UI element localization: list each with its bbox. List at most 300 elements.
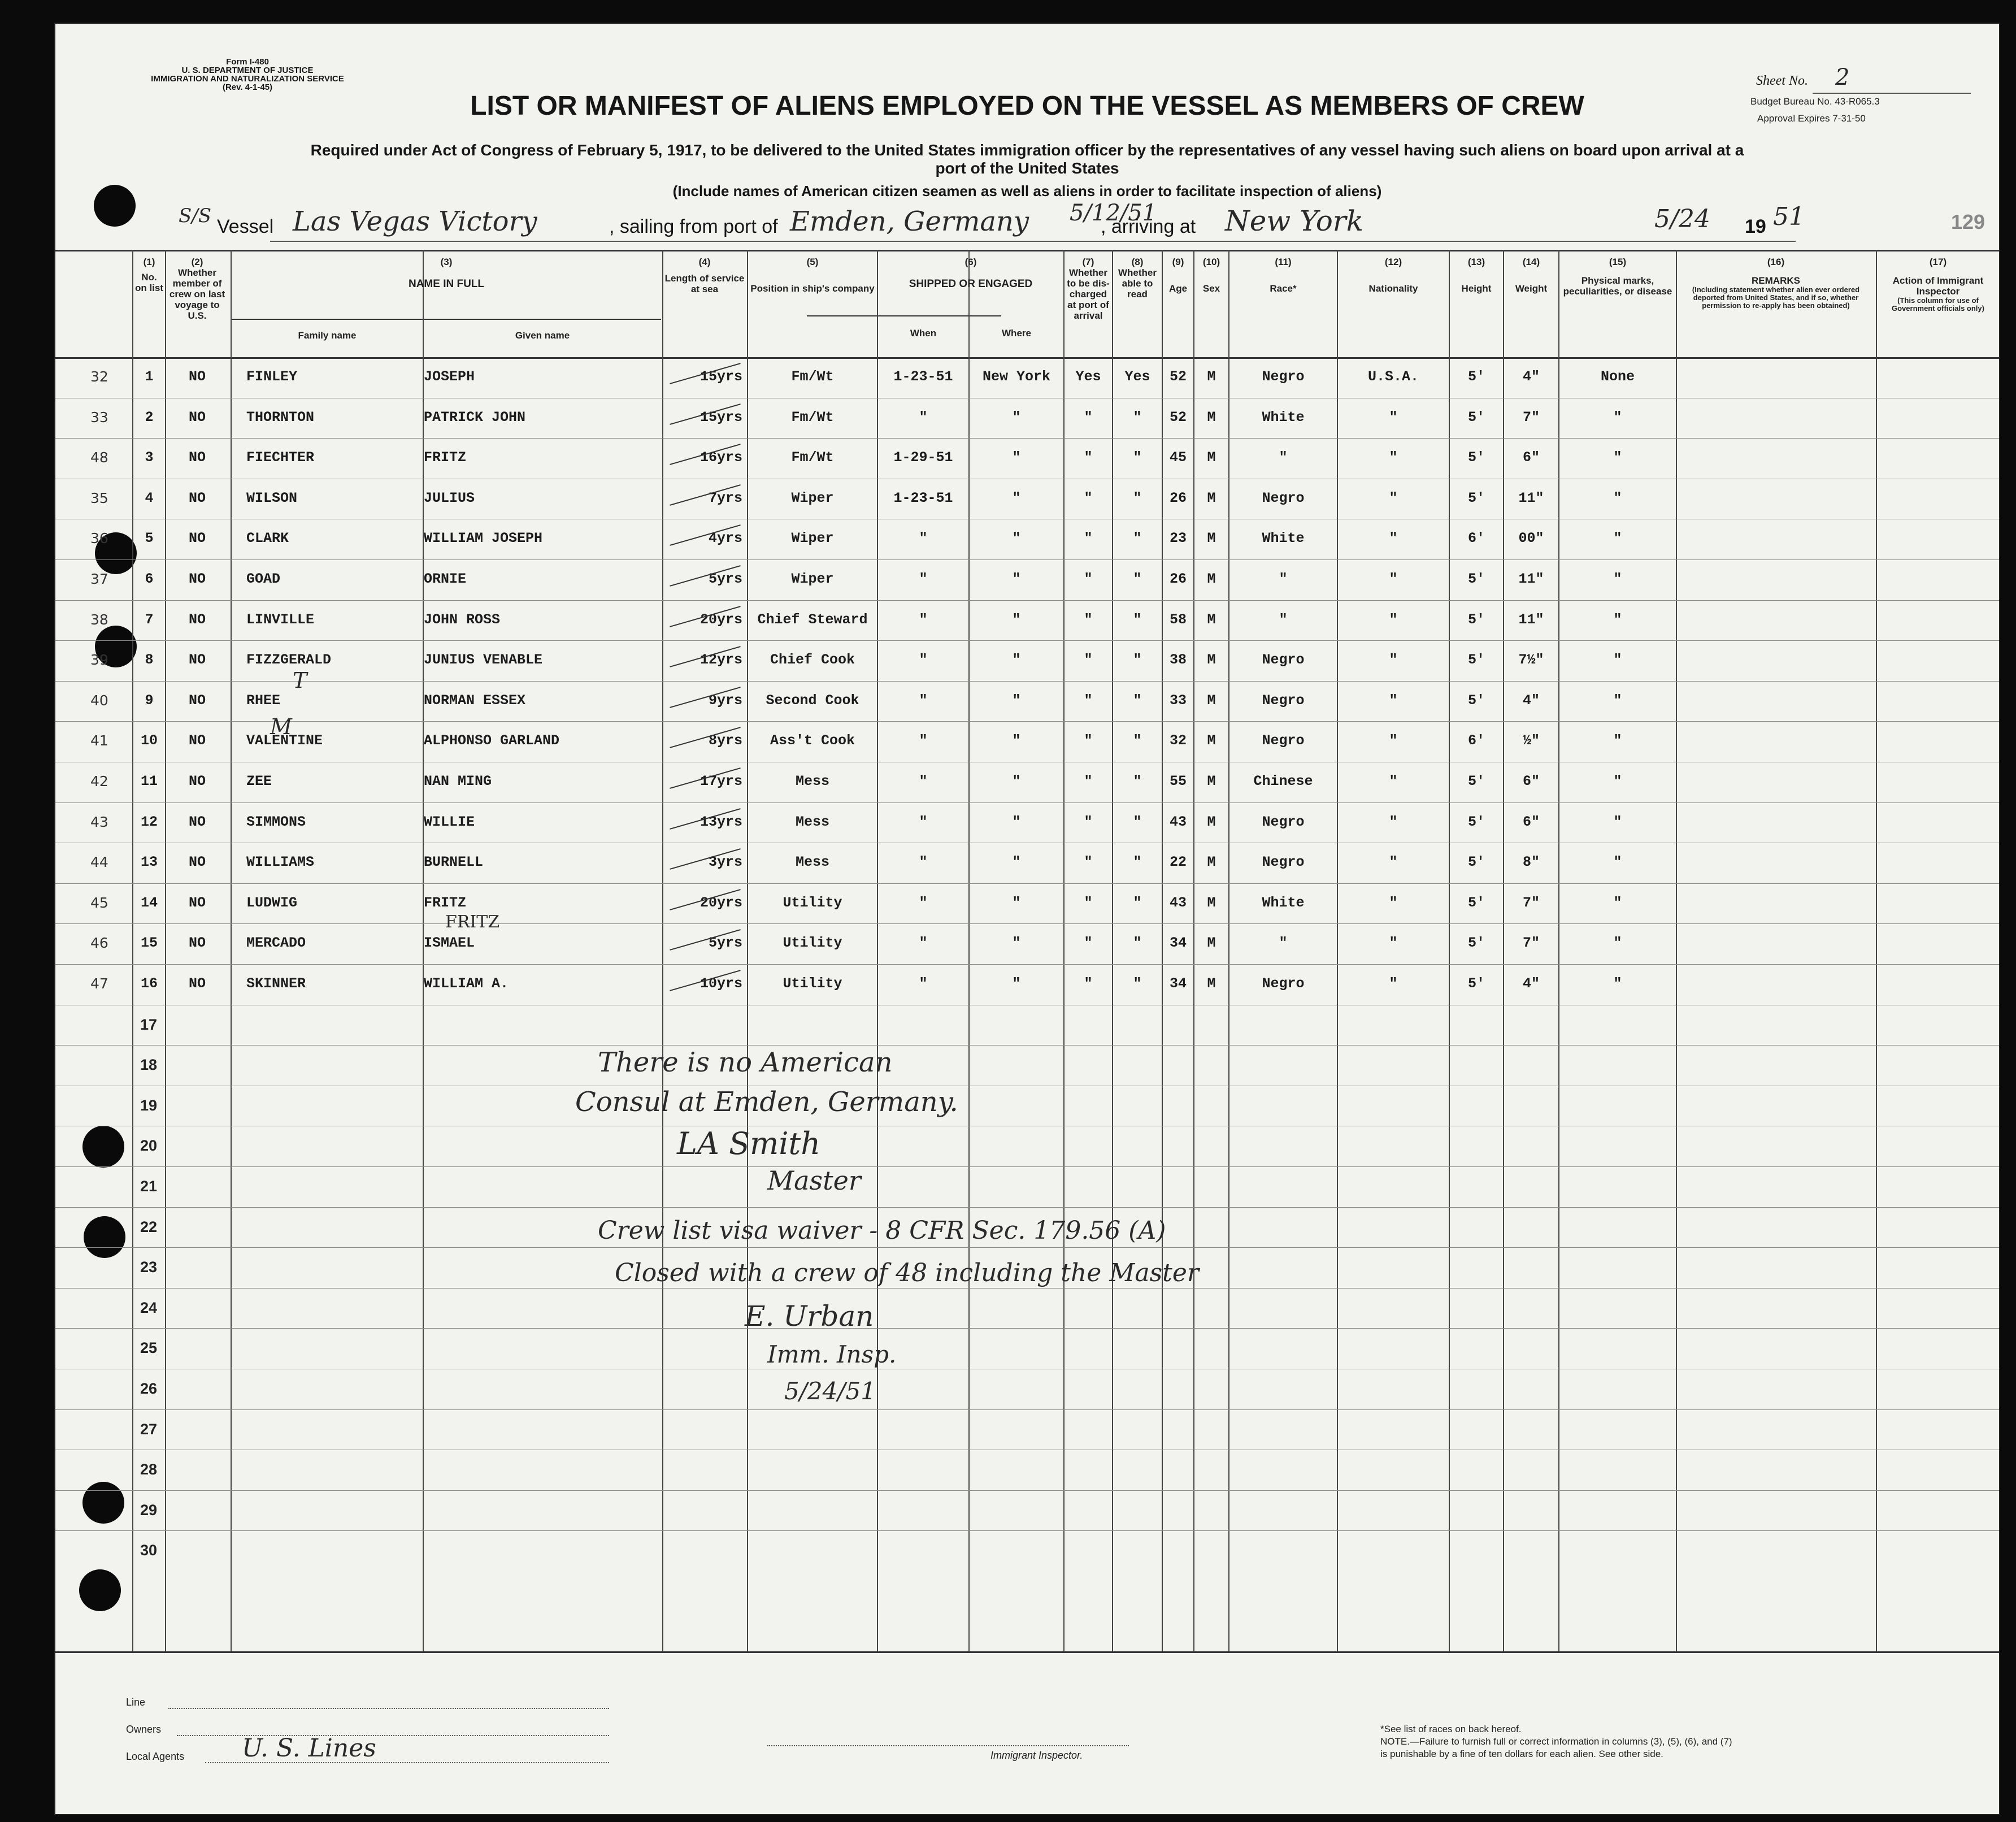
cell-no: 3 bbox=[145, 449, 154, 466]
cell-read: " bbox=[1133, 530, 1142, 547]
cell-age: 34 bbox=[1169, 935, 1187, 952]
cell-position: Fm/Wt bbox=[791, 368, 834, 385]
sheet-label: Sheet No. bbox=[1756, 73, 1808, 88]
cell-marks: " bbox=[1613, 449, 1622, 466]
cell-weight: 4" bbox=[1522, 368, 1540, 385]
cell-when: " bbox=[919, 773, 928, 789]
form-identifier bbox=[134, 58, 360, 92]
col-given-name-header: Given name bbox=[515, 330, 570, 341]
cell-no: 9 bbox=[145, 692, 154, 709]
page-title: LIST OR MANIFEST OF ALIENS EMPLOYED ON THE VESSEL AS MEMBERS OF CREW bbox=[470, 91, 1584, 121]
cell-sex: M bbox=[1207, 652, 1216, 669]
cell-where: " bbox=[1012, 530, 1021, 547]
cell-race: Negro bbox=[1262, 975, 1305, 992]
cell-where: " bbox=[1012, 449, 1021, 466]
cell-age: 43 bbox=[1169, 813, 1187, 830]
cell-no: 2 bbox=[145, 409, 154, 426]
cell-last: NO bbox=[188, 894, 206, 911]
sheet-number: 2 bbox=[1835, 64, 1850, 90]
cell-last: NO bbox=[188, 449, 206, 466]
cell-last: NO bbox=[188, 813, 206, 830]
row-rule bbox=[55, 1490, 1999, 1491]
cell-read: Yes bbox=[1124, 368, 1150, 385]
cell-when: " bbox=[919, 409, 928, 426]
cell-family: LUDWIG bbox=[246, 894, 298, 911]
cell-last: NO bbox=[188, 571, 206, 587]
cell-nationality: " bbox=[1389, 652, 1398, 669]
cell-read: " bbox=[1133, 894, 1142, 911]
cell-where: " bbox=[1012, 773, 1021, 789]
col-position-header: (5) Position in ship's company bbox=[750, 257, 875, 294]
cell-position: Chief Cook bbox=[770, 652, 855, 669]
cell-height: 5' bbox=[1467, 975, 1485, 992]
cell-nationality: " bbox=[1389, 449, 1398, 466]
cell-discharged: " bbox=[1084, 773, 1093, 789]
cell-service: 9yrs bbox=[708, 692, 742, 709]
col-name-header: (3) NAME IN FULL bbox=[408, 257, 485, 290]
empty-row-number: 24 bbox=[140, 1299, 158, 1316]
cell-discharged: " bbox=[1084, 854, 1093, 871]
form-service: IMMIGRATION AND NATURALIZATION SERVICE bbox=[151, 74, 344, 84]
cell-given: JULIUS bbox=[424, 489, 475, 506]
cell-last: NO bbox=[188, 935, 206, 952]
cell-age: 26 bbox=[1169, 489, 1187, 506]
cell-nationality: " bbox=[1389, 773, 1398, 789]
cell-family: CLARK bbox=[246, 530, 289, 547]
row-rule bbox=[55, 559, 1999, 560]
cell-position: Wiper bbox=[791, 530, 834, 547]
margin-number: 42 bbox=[90, 773, 108, 789]
cell-weight: ½" bbox=[1522, 732, 1540, 749]
cell-position: Mess bbox=[795, 773, 829, 789]
row-rule bbox=[55, 721, 1999, 722]
empty-row-number: 21 bbox=[140, 1178, 158, 1195]
sailing-port: Emden, Germany bbox=[790, 206, 1029, 237]
cell-marks: " bbox=[1613, 571, 1622, 587]
cell-read: " bbox=[1133, 975, 1142, 992]
cell-position: Second Cook bbox=[766, 692, 859, 709]
cell-age: 26 bbox=[1169, 571, 1187, 587]
row-rule bbox=[55, 883, 1999, 884]
cell-where: " bbox=[1012, 935, 1021, 952]
cell-service: 17yrs bbox=[699, 773, 742, 789]
cell-when: " bbox=[919, 611, 928, 628]
cell-last: NO bbox=[188, 732, 206, 749]
cell-age: 58 bbox=[1169, 611, 1187, 628]
cell-given: JOSEPH bbox=[424, 368, 475, 385]
cell-weight: 11" bbox=[1518, 611, 1544, 628]
cell-family: FINLEY bbox=[246, 368, 298, 385]
cell-marks: " bbox=[1613, 975, 1622, 992]
cell-race: White bbox=[1262, 894, 1305, 911]
cell-weight: 6" bbox=[1522, 813, 1540, 830]
cell-height: 6' bbox=[1467, 732, 1485, 749]
cell-when: " bbox=[919, 530, 928, 547]
col-weight-header: (14) Weight bbox=[1515, 257, 1548, 294]
cell-discharged: " bbox=[1084, 611, 1093, 628]
row-rule bbox=[55, 681, 1999, 682]
table-bottom-border bbox=[55, 1651, 1999, 1653]
cell-when: " bbox=[919, 571, 928, 587]
inspector-signature: E. Urban bbox=[745, 1300, 874, 1333]
cell-sex: M bbox=[1207, 530, 1216, 547]
cell-age: 52 bbox=[1169, 409, 1187, 426]
cell-age: 55 bbox=[1169, 773, 1187, 789]
cell-marks: " bbox=[1613, 773, 1622, 789]
cell-where: " bbox=[1012, 409, 1021, 426]
cell-height: 5' bbox=[1467, 854, 1485, 871]
shipped-subheader-line bbox=[807, 315, 1001, 316]
inspector-signature-field bbox=[767, 1745, 1129, 1746]
empty-row-number: 26 bbox=[140, 1380, 158, 1397]
cell-position: Mess bbox=[795, 813, 829, 830]
cell-nationality: " bbox=[1389, 732, 1398, 749]
row-rule bbox=[55, 1288, 1999, 1289]
cell-race: Negro bbox=[1262, 652, 1305, 669]
col-discharged-header: (7) Whether to be dis-charged at port of arrival bbox=[1067, 257, 1110, 321]
cell-read: " bbox=[1133, 773, 1142, 789]
local-agents-field bbox=[205, 1762, 609, 1763]
cell-nationality: " bbox=[1389, 975, 1398, 992]
cell-given: ISMAEL bbox=[424, 935, 475, 952]
cell-where: " bbox=[1012, 489, 1021, 506]
manifest-sheet bbox=[55, 24, 1999, 1814]
sailing-date: 5/12/51 bbox=[1070, 200, 1157, 226]
cell-marks: " bbox=[1613, 732, 1622, 749]
cell-marks: " bbox=[1613, 894, 1622, 911]
col-race-header: (11) Race* bbox=[1270, 257, 1297, 294]
cell-family: ZEE bbox=[246, 773, 272, 789]
cell-nationality: " bbox=[1389, 854, 1398, 871]
cell-last: NO bbox=[188, 975, 206, 992]
cell-sex: M bbox=[1207, 854, 1216, 871]
cell-service: 4yrs bbox=[708, 530, 742, 547]
cell-family: SKINNER bbox=[246, 975, 306, 992]
penalty-note-1: NOTE.—Failure to furnish full or correct information in columns (3), (5), (6), and (7) bbox=[1380, 1736, 1732, 1747]
cell-race: " bbox=[1279, 935, 1288, 952]
column-rule bbox=[1876, 250, 1877, 1651]
cell-when: 1-23-51 bbox=[893, 368, 953, 385]
empty-row-number: 25 bbox=[140, 1339, 158, 1357]
cell-weight: 8" bbox=[1522, 854, 1540, 871]
cell-where: " bbox=[1012, 732, 1021, 749]
cell-no: 15 bbox=[140, 935, 158, 952]
cell-discharged: " bbox=[1084, 409, 1093, 426]
inspection-date: 5/24/51 bbox=[784, 1377, 876, 1405]
row-rule bbox=[55, 802, 1999, 803]
row-rule bbox=[55, 1328, 1999, 1329]
empty-row-number: 29 bbox=[140, 1501, 158, 1519]
empty-row-number: 18 bbox=[140, 1056, 158, 1074]
cell-no: 8 bbox=[145, 652, 154, 669]
margin-number: 48 bbox=[90, 449, 108, 466]
col-shipped-header: (6) SHIPPED OR ENGAGED bbox=[909, 257, 1033, 290]
cell-service: 20yrs bbox=[699, 611, 742, 628]
cell-race: Negro bbox=[1262, 813, 1305, 830]
note-closed-crew: Closed with a crew of 48 including the Master bbox=[615, 1259, 1199, 1287]
cell-no: 16 bbox=[140, 975, 158, 992]
cell-where: " bbox=[1012, 611, 1021, 628]
ss-mark: S/S bbox=[179, 205, 212, 227]
cell-sex: M bbox=[1207, 732, 1216, 749]
column-rule bbox=[231, 250, 232, 1651]
empty-row-number: 19 bbox=[140, 1096, 158, 1114]
cell-read: " bbox=[1133, 449, 1142, 466]
cell-last: NO bbox=[188, 368, 206, 385]
cell-family: VALENTINE bbox=[246, 732, 323, 749]
note-no-consul-1: There is no American bbox=[598, 1047, 893, 1078]
row-rule bbox=[55, 1207, 1999, 1208]
cell-sex: M bbox=[1207, 368, 1216, 385]
cell-read: " bbox=[1133, 732, 1142, 749]
cell-race: " bbox=[1279, 571, 1288, 587]
cell-race: White bbox=[1262, 530, 1305, 547]
cell-race: White bbox=[1262, 409, 1305, 426]
fitzgerald-correction: T bbox=[293, 668, 307, 693]
master-title: Master bbox=[767, 1165, 861, 1196]
cell-when: 1-29-51 bbox=[893, 449, 953, 466]
cell-nationality: " bbox=[1389, 530, 1398, 547]
punch-hole bbox=[84, 1216, 125, 1258]
cell-family: LINVILLE bbox=[246, 611, 315, 628]
empty-row-number: 27 bbox=[140, 1420, 158, 1438]
subtitle-port: port of the United States bbox=[935, 159, 1119, 177]
cell-weight: 4" bbox=[1522, 692, 1540, 709]
cell-family: RHEE bbox=[246, 692, 281, 709]
cell-height: 5' bbox=[1467, 813, 1485, 830]
cell-family: MERCADO bbox=[246, 935, 306, 952]
cell-sex: M bbox=[1207, 692, 1216, 709]
cell-sex: M bbox=[1207, 571, 1216, 587]
vessel-underline bbox=[270, 241, 1796, 242]
cell-last: NO bbox=[188, 611, 206, 628]
header-bottom-border bbox=[55, 357, 1999, 359]
cell-service: 15yrs bbox=[699, 368, 742, 385]
cell-height: 5' bbox=[1467, 611, 1485, 628]
cell-marks: " bbox=[1613, 692, 1622, 709]
cell-given: WILLIAM JOSEPH bbox=[424, 530, 543, 547]
cell-nationality: " bbox=[1389, 935, 1398, 952]
col-last-voyage-header: (2) Whether member of crew on last voyage to U.S. bbox=[169, 257, 225, 321]
cell-sex: M bbox=[1207, 813, 1216, 830]
cell-no: 13 bbox=[140, 854, 158, 871]
cell-read: " bbox=[1133, 692, 1142, 709]
cell-last: NO bbox=[188, 652, 206, 669]
cell-service: 5yrs bbox=[708, 571, 742, 587]
inspector-title: Imm. Insp. bbox=[767, 1341, 897, 1368]
margin-number: 43 bbox=[90, 813, 108, 830]
cell-discharged: " bbox=[1084, 652, 1093, 669]
cell-nationality: U.S.A. bbox=[1367, 368, 1419, 385]
cell-age: 52 bbox=[1169, 368, 1187, 385]
row-rule bbox=[55, 1409, 1999, 1410]
cell-given: FRITZ bbox=[424, 894, 467, 911]
cell-position: Wiper bbox=[791, 489, 834, 506]
cell-position: Chief Steward bbox=[757, 611, 868, 628]
cell-where: " bbox=[1012, 975, 1021, 992]
cell-age: 23 bbox=[1169, 530, 1187, 547]
cell-marks: " bbox=[1613, 935, 1622, 952]
local-agents-label: Local Agents bbox=[126, 1751, 185, 1762]
cell-marks: " bbox=[1613, 489, 1622, 506]
cell-height: 6' bbox=[1467, 530, 1485, 547]
cell-read: " bbox=[1133, 611, 1142, 628]
empty-row-number: 23 bbox=[140, 1259, 158, 1276]
punch-hole bbox=[82, 1482, 124, 1524]
cell-discharged: Yes bbox=[1075, 368, 1101, 385]
cell-given: BURNELL bbox=[424, 854, 484, 871]
cell-position: Wiper bbox=[791, 571, 834, 587]
column-rule bbox=[132, 250, 133, 1651]
cell-height: 5' bbox=[1467, 489, 1485, 506]
cell-service: 7yrs bbox=[708, 489, 742, 506]
cell-read: " bbox=[1133, 571, 1142, 587]
punch-hole bbox=[79, 1569, 121, 1611]
cell-when: " bbox=[919, 652, 928, 669]
cell-position: Mess bbox=[795, 854, 829, 871]
arriving-label: , arriving at bbox=[1101, 216, 1196, 237]
margin-number: 44 bbox=[90, 854, 108, 871]
cell-where: " bbox=[1012, 854, 1021, 871]
cell-weight: 7½" bbox=[1518, 652, 1544, 669]
cell-discharged: " bbox=[1084, 813, 1093, 830]
year-suffix: 51 bbox=[1773, 202, 1805, 231]
cell-last: NO bbox=[188, 530, 206, 547]
cell-service: 8yrs bbox=[708, 732, 742, 749]
cell-family: THORNTON bbox=[246, 409, 315, 426]
cell-weight: 6" bbox=[1522, 449, 1540, 466]
line-field bbox=[168, 1708, 609, 1709]
cell-weight: 00" bbox=[1518, 530, 1544, 547]
cell-no: 12 bbox=[140, 813, 158, 830]
cell-age: 33 bbox=[1169, 692, 1187, 709]
empty-row-number: 20 bbox=[140, 1137, 158, 1155]
cell-given: PATRICK JOHN bbox=[424, 409, 526, 426]
cell-race: Negro bbox=[1262, 692, 1305, 709]
cell-age: 43 bbox=[1169, 894, 1187, 911]
owners-label: Owners bbox=[126, 1724, 162, 1735]
row-rule bbox=[55, 1166, 1999, 1167]
cell-service: 16yrs bbox=[699, 449, 742, 466]
cell-position: Ass't Cook bbox=[770, 732, 855, 749]
cell-discharged: " bbox=[1084, 935, 1093, 952]
cell-age: 45 bbox=[1169, 449, 1187, 466]
col-when-header: When bbox=[910, 328, 937, 339]
cell-where: " bbox=[1012, 692, 1021, 709]
cell-race: " bbox=[1279, 449, 1288, 466]
cell-height: 5' bbox=[1467, 935, 1485, 952]
cell-discharged: " bbox=[1084, 449, 1093, 466]
margin-number: 36 bbox=[90, 530, 108, 547]
cell-height: 5' bbox=[1467, 773, 1485, 789]
cell-discharged: " bbox=[1084, 894, 1093, 911]
col-marks-header: (15) Physical marks, peculiarities, or disease bbox=[1563, 257, 1672, 297]
cell-height: 5' bbox=[1467, 449, 1485, 466]
form-number: Form I-480 bbox=[226, 57, 269, 67]
note-visa-waiver: Crew list visa waiver - 8 CFR Sec. 179.56 (A) bbox=[598, 1216, 1166, 1245]
cell-nationality: " bbox=[1389, 692, 1398, 709]
vessel-name: Las Vegas Victory bbox=[293, 206, 537, 237]
col-read-header: (8) Whether able to read bbox=[1118, 257, 1157, 300]
cell-age: 38 bbox=[1169, 652, 1187, 669]
margin-number: 32 bbox=[90, 368, 108, 385]
cell-family: FIECHTER bbox=[246, 449, 315, 466]
cell-last: NO bbox=[188, 489, 206, 506]
sailing-label: , sailing from port of bbox=[609, 216, 778, 237]
margin-number: 38 bbox=[90, 611, 108, 628]
cell-marks: " bbox=[1613, 813, 1622, 830]
cell-marks: " bbox=[1613, 530, 1622, 547]
cell-discharged: " bbox=[1084, 692, 1093, 709]
cell-age: 34 bbox=[1169, 975, 1187, 992]
cell-service: 20yrs bbox=[699, 894, 742, 911]
cell-nationality: " bbox=[1389, 894, 1398, 911]
cell-nationality: " bbox=[1389, 571, 1398, 587]
cell-where: " bbox=[1012, 652, 1021, 669]
arrival-port: New York bbox=[1225, 205, 1363, 237]
cell-height: 5' bbox=[1467, 894, 1485, 911]
cell-family: SIMMONS bbox=[246, 813, 306, 830]
cell-sex: M bbox=[1207, 611, 1216, 628]
cell-when: 1-23-51 bbox=[893, 489, 953, 506]
cell-no: 4 bbox=[145, 489, 154, 506]
empty-row-number: 17 bbox=[140, 1016, 158, 1033]
subtitle-act: Required under Act of Congress of February 5, 1917, to be delivered to the United States immigration officer by the representatives of any vessel having such aliens on board upon arrival at a bbox=[310, 141, 1744, 159]
name-subheader-line bbox=[232, 319, 661, 320]
cell-when: " bbox=[919, 894, 928, 911]
cell-no: 7 bbox=[145, 611, 154, 628]
cell-read: " bbox=[1133, 489, 1142, 506]
col-nationality-header: (12) Nationality bbox=[1368, 257, 1418, 294]
cell-discharged: " bbox=[1084, 489, 1093, 506]
cell-weight: 11" bbox=[1518, 571, 1544, 587]
column-rule bbox=[1676, 250, 1677, 1651]
cell-when: " bbox=[919, 975, 928, 992]
cell-given: WILLIE bbox=[424, 813, 475, 830]
penalty-note-2: is punishable by a fine of ten dollars for each alien. See other side. bbox=[1380, 1749, 1663, 1759]
cell-sex: M bbox=[1207, 894, 1216, 911]
cell-discharged: " bbox=[1084, 530, 1093, 547]
cell-nationality: " bbox=[1389, 611, 1398, 628]
punch-hole bbox=[94, 185, 136, 227]
cell-marks: " bbox=[1613, 409, 1622, 426]
cell-no: 11 bbox=[140, 773, 158, 789]
margin-number: 41 bbox=[90, 732, 108, 749]
col-age-header: (9) Age bbox=[1168, 257, 1188, 294]
cell-height: 5' bbox=[1467, 409, 1485, 426]
cell-height: 5' bbox=[1467, 652, 1485, 669]
cell-sex: M bbox=[1207, 409, 1216, 426]
cell-marks: " bbox=[1613, 854, 1622, 871]
cell-nationality: " bbox=[1389, 489, 1398, 506]
vessel-label: Vessel bbox=[217, 216, 274, 237]
cell-discharged: " bbox=[1084, 975, 1093, 992]
cell-where: " bbox=[1012, 894, 1021, 911]
approval-expires: Approval Expires 7-31-50 bbox=[1757, 113, 1866, 124]
cell-when: " bbox=[919, 935, 928, 952]
cell-position: Utility bbox=[783, 975, 842, 992]
cell-service: 3yrs bbox=[708, 854, 742, 871]
col-family-name-header: Family name bbox=[298, 330, 357, 341]
cell-where: " bbox=[1012, 813, 1021, 830]
cell-service: 12yrs bbox=[699, 652, 742, 669]
col-sex-header: (10) Sex bbox=[1202, 257, 1220, 294]
cell-height: 5' bbox=[1467, 692, 1485, 709]
line-label: Line bbox=[126, 1697, 146, 1708]
col-no-header: (1) No. on list bbox=[134, 257, 164, 293]
cell-no: 14 bbox=[140, 894, 158, 911]
cell-when: " bbox=[919, 813, 928, 830]
